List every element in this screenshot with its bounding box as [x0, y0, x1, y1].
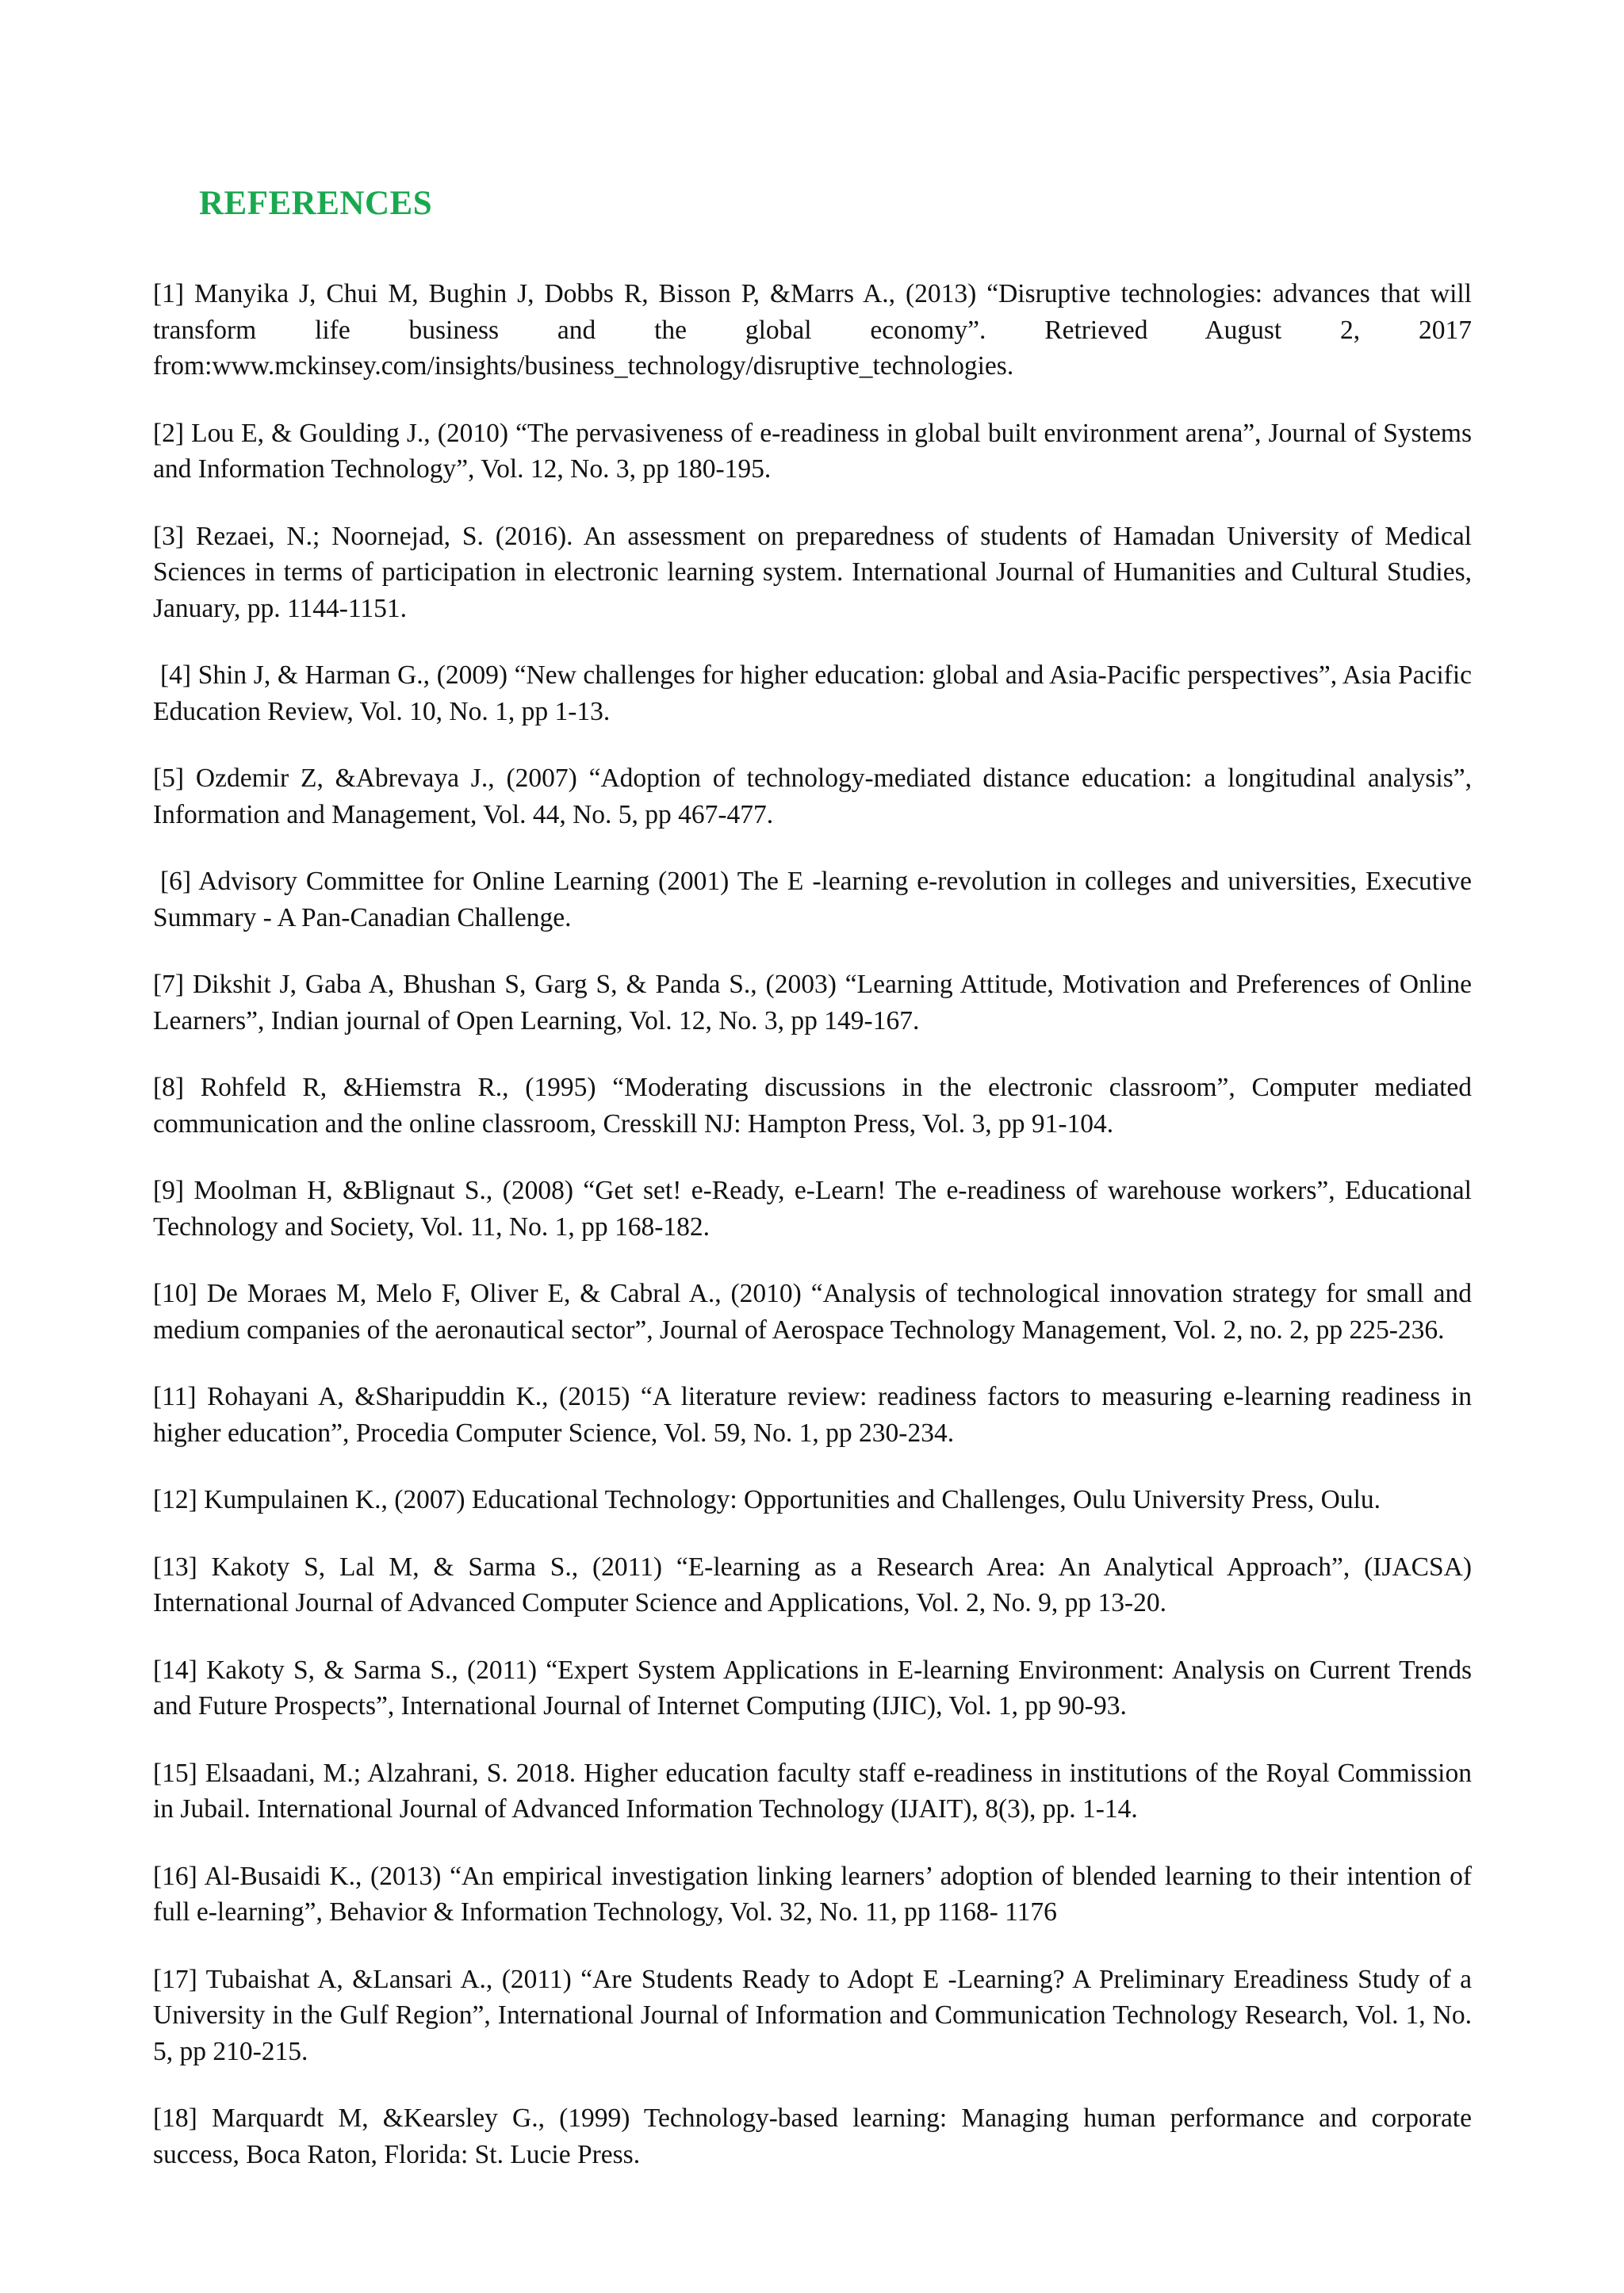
reference-item: [16] Al-Busaidi K., (2013) “An empirical investigation linking learners’ adoption of blended learning to their intention of full e-learning”, Behavior & Information Technology, Vol. 32, No. 11, pp 1168- 1176	[153, 1861, 1472, 1927]
reference-item: [15] Elsaadani, M.; Alzahrani, S. 2018. Higher education faculty staff e-readiness in institutions of the Royal Commission in Jubail. International Journal of Advanced Information Technology (IJAIT), 8(3), pp. 1-14.	[153, 1758, 1472, 1824]
reference-item: [5] Ozdemir Z, &Abrevaya J., (2007) “Adoption of technology-mediated distance education: a longitudinal analysis”, Information and Management, Vol. 44, No. 5, pp 467-477.	[153, 764, 1472, 829]
reference-item: [6] Advisory Committee for Online Learning (2001) The E -learning e-revolution in colleges and universities, Executive Summary - A Pan-Canadian Challenge.	[153, 867, 1472, 932]
reference-item: [11] Rohayani A, &Sharipuddin K., (2015) “A literature review: readiness factors to measuring e-learning readiness in higher education”, Procedia Computer Science, Vol. 59, No. 1, pp 230-234.	[153, 1382, 1472, 1448]
reference-item: [12] Kumpulainen K., (2007) Educational Technology: Opportunities and Challenges, Oulu University Press, Oulu.	[153, 1485, 1381, 1514]
reference-item: [1] Manyika J, Chui M, Bughin J, Dobbs R, Bisson P, &Marrs A., (2013) “Disruptive technologies: advances that will transform life business and the global economy”. Retrieved August 2, 2017 from:www.mckinsey.com/insights/business_technology/disruptive_technologies.	[153, 279, 1472, 381]
references-heading: REFERENCES	[199, 185, 433, 222]
reference-item: [2] Lou E, & Goulding J., (2010) “The pervasiveness of e-readiness in global built environment arena”, Journal of Systems and Information Technology”, Vol. 12, No. 3, pp 180-195.	[153, 418, 1472, 484]
reference-item: [18] Marquardt M, &Kearsley G., (1999) Technology-based learning: Managing human performance and corporate success, Boca Raton, Florida: St. Lucie Press.	[153, 2104, 1472, 2169]
reference-item: [10] De Moraes M, Melo F, Oliver E, & Cabral A., (2010) “Analysis of technological innovation strategy for small and medium companies of the aeronautical sector”, Journal of Aerospace Technology Management, Vol. 2, no. 2, pp 225-236.	[153, 1279, 1472, 1345]
reference-item: [13] Kakoty S, Lal M, & Sarma S., (2011) “E-learning as a Research Area: An Analytical Approach”, (IJACSA) International Journal of Advanced Computer Science and Applications, Vol. 2, No. 9, pp 13-20.	[153, 1552, 1472, 1617]
reference-item: [3] Rezaei, N.; Noornejad, S. (2016). An assessment on preparedness of students of Hamadan University of Medical Sciences in terms of participation in electronic learning system. International Journal of Humanities and Cultural Studies, January, pp. 1144-1151.	[153, 521, 1472, 623]
reference-item: [14] Kakoty S, & Sarma S., (2011) “Expert System Applications in E-learning Environment: Analysis on Current Trends and Future Prospects”, International Journal of Internet Computing (IJIC), Vol. 1, pp 90-93.	[153, 1655, 1472, 1721]
reference-item: [8] Rohfeld R, &Hiemstra R., (1995) “Moderating discussions in the electronic classroom”, Computer mediated communication and the online classroom, Cresskill NJ: Hampton Press, Vol. 3, pp 91-104.	[153, 1073, 1472, 1139]
reference-item: [9] Moolman H, &Blignaut S., (2008) “Get set! e-Ready, e-Learn! The e-readiness of warehouse workers”, Educational Technology and Society, Vol. 11, No. 1, pp 168-182.	[153, 1176, 1472, 1242]
reference-item: [7] Dikshit J, Gaba A, Bhushan S, Garg S, & Panda S., (2003) “Learning Attitude, Motivation and Preferences of Online Learners”, Indian journal of Open Learning, Vol. 12, No. 3, pp 149-167.	[153, 970, 1472, 1035]
reference-item: [17] Tubaishat A, &Lansari A., (2011) “Are Students Ready to Adopt E -Learning? A Preliminary Ereadiness Study of a University in the Gulf Region”, International Journal of Information and Communication Technology Research, Vol. 1, No. 5, pp 210-215.	[153, 1964, 1472, 2066]
reference-item: [4] Shin J, & Harman G., (2009) “New challenges for higher education: global and Asia-Pacific perspectives”, Asia Pacific Education Review, Vol. 10, No. 1, pp 1-13.	[153, 660, 1472, 726]
reference-list	[153, 276, 1472, 2203]
